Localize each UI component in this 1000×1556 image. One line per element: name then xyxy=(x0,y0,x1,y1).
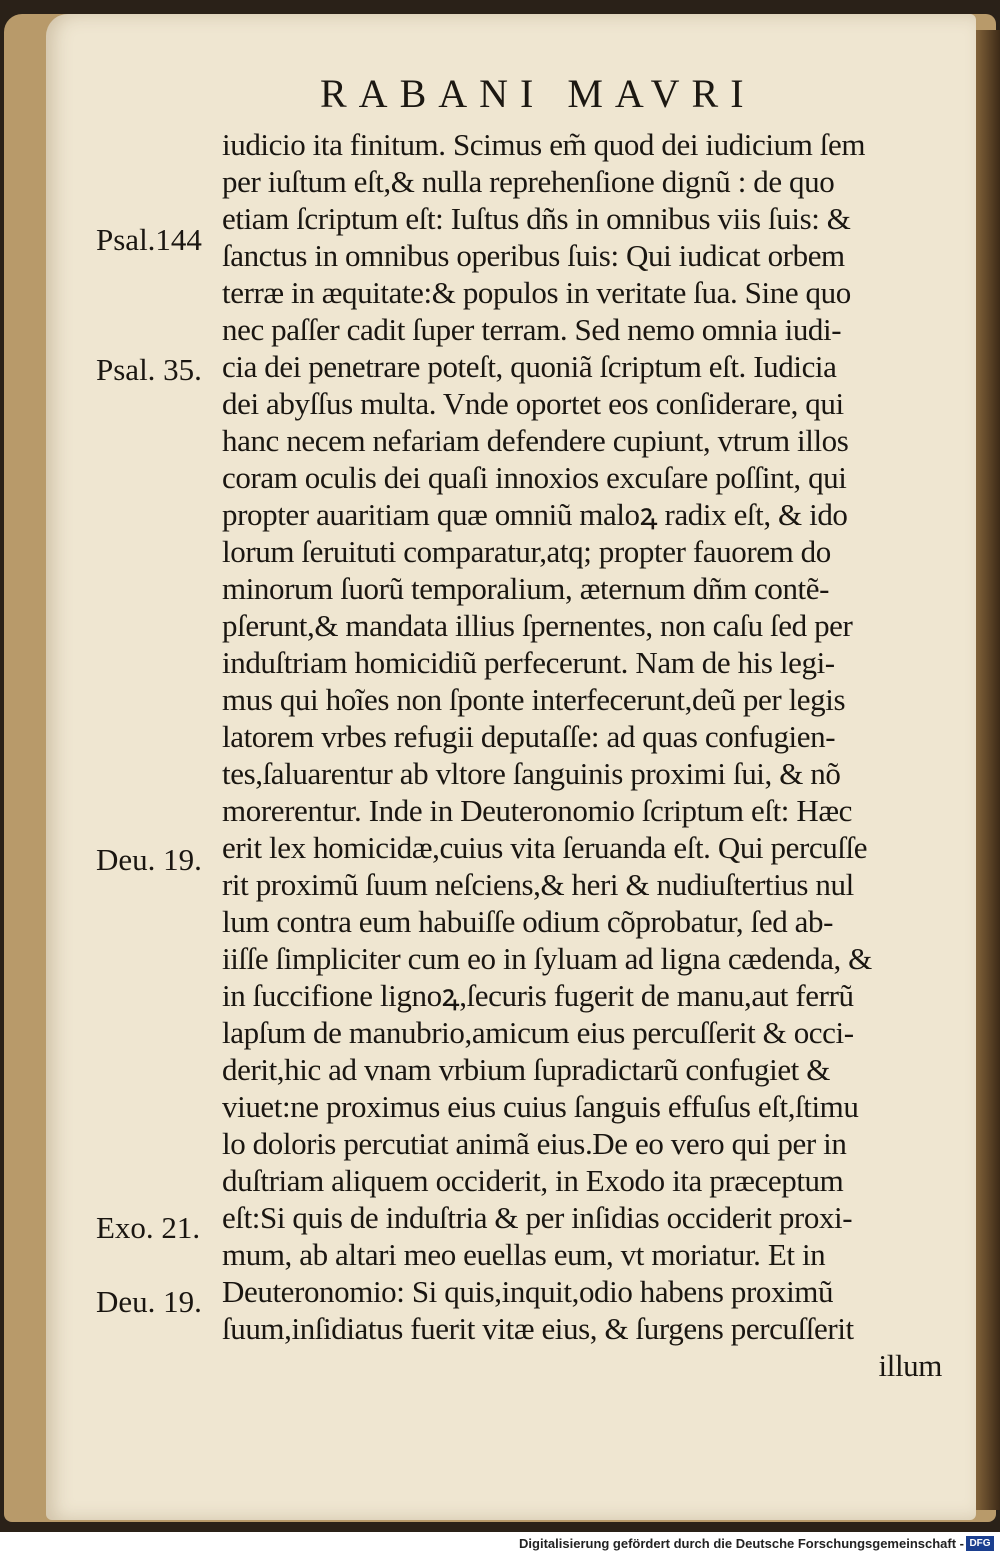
text-line: lo doloris percutiat animã eius.De eo vero qui per in xyxy=(222,1126,847,1161)
text-line: cia dei penetrare poteſt, quoniã ſcriptum eſt. Iudicia xyxy=(222,349,837,384)
text-line: lum contra eum habuiſſe odium cõprobatur, ſed ab- xyxy=(222,904,834,939)
catchword: illum xyxy=(878,1348,942,1383)
text-line: coram oculis dei quaſi innoxios excuſare poſſint, qui xyxy=(222,460,847,495)
text-line: in ſuccifione lignoꝝ,ſecuris fugerit de manu,aut ferrũ xyxy=(222,978,854,1013)
text-line: derit,hic ad vnam vrbium ſupradictarũ confugiet & xyxy=(222,1052,830,1087)
text-line: duſtriam aliquem occiderit, in Exodo ita præceptum xyxy=(222,1163,844,1198)
text-line: etiam ſcriptum eſt: Iuſtus dñs in omnibus viis ſuis: & xyxy=(222,201,851,236)
text-line: tes,ſaluarentur ab vltore ſanguinis proximi ſui, & nõ xyxy=(222,756,841,791)
text-line: viuet:ne proximus eius cuius ſanguis effuſus eſt,ſtimu xyxy=(222,1089,859,1124)
running-head: RABANI MAVRI xyxy=(320,71,756,116)
text-line: terræ in æquitate:& populos in veritate ſua. Sine quo xyxy=(222,275,851,310)
text-line: per iuſtum eſt,& nulla reprehenſione dignũ : de quo xyxy=(222,164,835,199)
text-line: iiſſe ſimpliciter cum eo in ſyluam ad ligna cædenda, & xyxy=(222,941,872,976)
text-line: latorem vrbes refugii deputaſſe: ad quas confugien- xyxy=(222,719,836,754)
book-spine-shadow xyxy=(972,30,1000,1510)
text-line: propter auaritiam quæ omniũ maloꝝ radix eſt, & ido xyxy=(222,497,848,532)
text-line: erit lex homicidæ,cuius vita ſeruanda eſt. Qui percuſſe xyxy=(222,830,868,865)
text-line: rit proximũ ſuum neſciens,& heri & nudiuſtertius nul xyxy=(222,867,854,902)
text-line: hanc necem nefariam defendere cupiunt, vtrum illos xyxy=(222,423,849,458)
text-line: lapſum de manubrio,amicum eius percuſſerit & occi- xyxy=(222,1015,854,1050)
text-line: eſt:Si quis de induſtria & per inſidias occiderit proxi- xyxy=(222,1200,853,1235)
text-line: Deuteronomio: Si quis,inquit,odio habens proximũ xyxy=(222,1274,834,1309)
margin-note-deu-19: Deu. 19. xyxy=(96,842,202,877)
text-line: morerentur. Inde in Deuteronomio ſcriptum eſt: Hæc xyxy=(222,793,852,828)
dfg-logo-icon: DFG xyxy=(966,1536,994,1551)
text-line: iudicio ita finitum. Scimus em̃ quod dei iudicium ſem xyxy=(222,127,866,162)
text-line: dei abyſſus multa. Vnde oportet eos conſiderare, qui xyxy=(222,386,844,421)
footer-credit: Digitalisierung gefördert durch die Deutsche Forschungsgemeinschaft - xyxy=(519,1536,964,1551)
text-line: minorum ſuorũ temporalium, æternum dñm contẽ- xyxy=(222,571,830,606)
margin-note-deu-19-second: Deu. 19. xyxy=(96,1284,202,1319)
margin-note-psal-144: Psal.144 xyxy=(96,222,202,257)
body-text xyxy=(222,126,952,1384)
margin-note-exo-21: Exo. 21. xyxy=(96,1210,201,1245)
text-line: ſanctus in omnibus operibus ſuis: Qui iudicat orbem xyxy=(222,238,845,273)
text-line: mus qui hoĩes non ſponte interfecerunt,deũ per legis xyxy=(222,682,846,717)
text-line: induſtriam homicidiũ perfecerunt. Nam de his legi- xyxy=(222,645,835,680)
text-line: lorum ſeruituti comparatur,atq; propter fauorem do xyxy=(222,534,831,569)
text-line: ſuum,inſidiatus fuerit vitæ eius, & ſurgens percuſſerit xyxy=(222,1311,854,1346)
text-line: nec paſſer cadit ſuper terram. Sed nemo omnia iudi- xyxy=(222,312,842,347)
margin-note-psal-35: Psal. 35. xyxy=(96,352,202,387)
text-line: pſerunt,& mandata illius ſpernentes, non caſu ſed per xyxy=(222,608,853,643)
text-line: mum, ab altari meo euellas eum, vt moriatur. Et in xyxy=(222,1237,826,1272)
